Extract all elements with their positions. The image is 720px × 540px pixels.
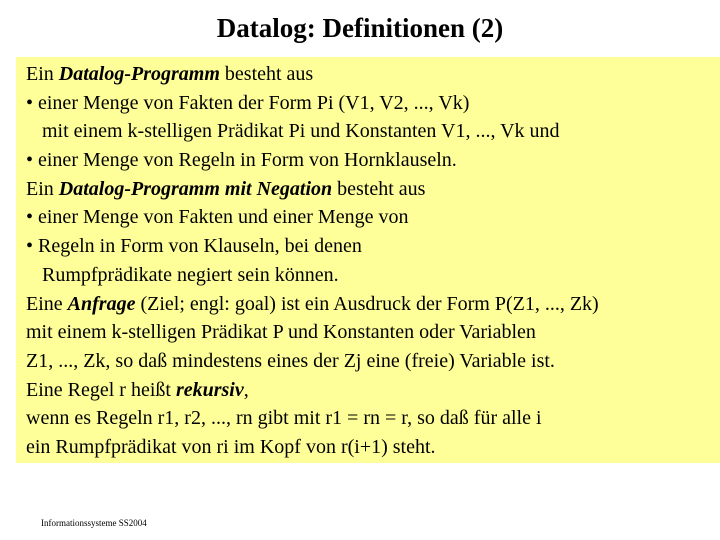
text-line: Rumpfprädikate negiert sein können. xyxy=(42,263,339,286)
text: Ein xyxy=(26,63,59,85)
slide-title: Datalog: Definitionen (2) xyxy=(216,13,504,43)
text-line: ein Rumpfprädikat von ri im Kopf von r(i+1) steht. xyxy=(26,435,436,458)
text-line: mit einem k-stelligen Prädikat P und Konstanten oder Variablen xyxy=(26,321,536,344)
term-rekursiv: rekursiv xyxy=(175,378,244,401)
text: (Ziel; engl: goal) ist ein Ausdruck der Form P(Z1, ..., Zk) xyxy=(135,292,599,315)
text: Eine xyxy=(26,292,68,315)
text-line: mit einem k-stelligen Prädikat Pi und Konstanten V1, ..., Vk und xyxy=(42,120,560,143)
text-line xyxy=(26,60,720,89)
bullet-line: • einer Menge von Fakten und einer Menge von xyxy=(26,206,409,229)
text-line xyxy=(26,376,720,405)
footer-text: Informationssysteme SS2004 xyxy=(41,518,147,528)
bullet-line: • einer Menge von Fakten der Form Pi (V1, V2, ..., Vk) xyxy=(26,91,470,114)
text-line xyxy=(26,290,720,319)
text: Eine Regel r heißt xyxy=(26,378,176,401)
text: , xyxy=(243,378,249,401)
term-datalog-programm-mit-negation: Datalog-Programm mit Negation xyxy=(58,177,333,200)
bullet-line: • Regeln in Form von Klauseln, bei denen xyxy=(26,235,362,258)
content-block xyxy=(26,60,720,462)
text-line: Z1, ..., Zk, so daß mindestens eines der Zj eine (freie) Variable ist. xyxy=(26,349,555,372)
text-line: wenn es Regeln r1, r2, ..., rn gibt mit r1 = rn = r, so daß für alle i xyxy=(26,407,542,430)
bullet-line: • einer Menge von Regeln in Form von Hornklauseln. xyxy=(26,149,457,172)
text-line xyxy=(26,175,720,204)
text: besteht aus xyxy=(219,63,314,85)
term-anfrage: Anfrage xyxy=(67,292,136,315)
text: Ein xyxy=(26,177,59,200)
term-datalog-programm: Datalog-Programm xyxy=(58,63,220,85)
text: besteht aus xyxy=(332,177,426,200)
